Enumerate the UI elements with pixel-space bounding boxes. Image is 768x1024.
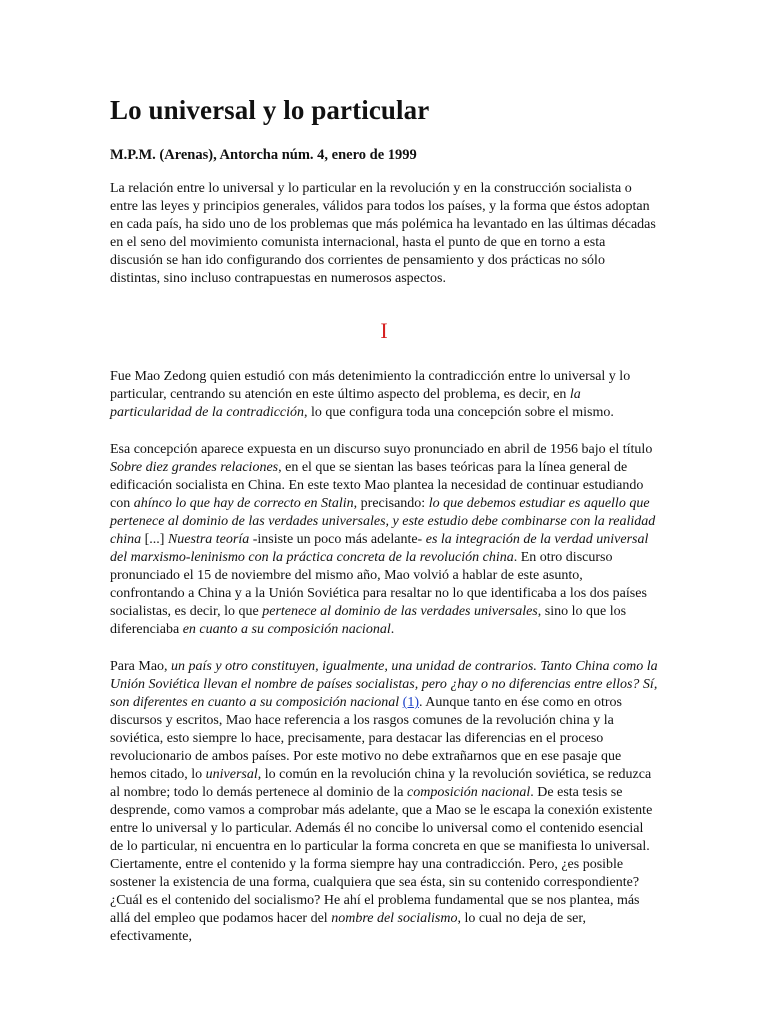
body-text: .	[390, 622, 395, 637]
italic-text: Nuestra teoría	[167, 532, 250, 547]
body-text: . En otro discurso pronunciado el 15 de noviembre del mismo año, Mao volvió a hablar de este asunto, confrontando a China y a la Unión Soviética para resaltar no lo que identificaba a los dos países socialistas, es decir, lo que	[110, 550, 647, 619]
body-text: , en el que se sientan las bases teóricas para la línea general de edificación socialista en China. En este texto Mao plantea la necesidad de continuar estudiando con	[110, 460, 644, 511]
body-text: , precisando:	[353, 496, 429, 511]
body-text: , sino lo que los diferenciaba	[110, 604, 627, 637]
paragraph-intro	[110, 180, 658, 288]
body-text: , lo común en la revolución china y la revolución soviética, se reduzca al nombre; todo lo demás pertenece al dominio de la	[110, 767, 652, 800]
body-text: [...]	[141, 532, 168, 547]
italic-text: pertenece al dominio de las verdades universales	[262, 604, 538, 619]
body-text: Para Mao,	[110, 659, 172, 674]
body-text: . De esta tesis se desprende, como vamos a comprobar más adelante, que a Mao se le escapa la conexión existente entre lo universal y lo particular. Además él no concibe lo universal como el contenido esencial de lo particular, ni encuentra en lo particular la forma concreta en que se manifiesta lo universal. Ciertamente, entre el contenido y la forma siempre hay una contradicción. Pero, ¿es posible sostener la existencia de una forma, cualquiera que sea ésta, sin su contenido correspondiente? ¿Cuál es el contenido del socialismo? He ahí el problema fundamental que se nos plantea, más allá del empleo que podamos hacer del	[110, 785, 653, 926]
footnote-link[interactable]: (1)	[402, 695, 419, 710]
italic-text: en cuanto a su composición nacional	[182, 622, 391, 637]
body-text: , lo cual no deja de ser, efectivamente,	[110, 911, 586, 944]
body-text: , lo que configura toda una concepción sobre el mismo.	[304, 405, 614, 420]
section-marker: I	[380, 318, 388, 343]
body-text: . Aunque tanto en ése como en otros discursos y escritos, Mao hace referencia a los rasgos comunes de la revolución china y la soviética, esto siempre lo hace, precisamente, para destacar las diferencias en el proceso revolucionario de ambos países. Por este motivo no debe extrañarnos que en ese pasaje que hemos citado, lo	[110, 695, 622, 782]
italic-text: un país y otro constituyen, igualmente, una unidad de contrarios. Tanto China como la Unión Soviética llevan el nombre de países socialistas, pero ¿hay o no diferencias entre ellos? Sí, son diferentes en cuanto a su composición nacional	[110, 659, 658, 710]
paragraph-section-3	[110, 658, 658, 946]
page-title: Lo universal y lo particular	[110, 95, 430, 125]
italic-text: ahínco lo que hay de correcto en Stalin	[133, 496, 354, 511]
italic-text: lo que debemos estudiar es aquello que pertenece al dominio de las verdades universales, y este estudio debe combinarse con la realidad china	[110, 496, 656, 547]
body-text: Fue Mao Zedong quien estudió con más detenimiento la contradicción entre lo universal y lo particular, centrando su atención en este último aspecto del problema, es decir, en	[110, 369, 631, 402]
italic-text: Sobre diez grandes relaciones	[110, 460, 279, 475]
italic-text: nombre del socialismo	[331, 911, 458, 926]
body-text: La relación entre lo universal y lo particular en la revolución y en la construcción socialista o entre las leyes y principios generales, válidos para todos los países, y la forma que éstos adoptan en cada país, ha sido uno de los problemas que más polémica ha levantado en las últimas décadas en el seno del movimiento comunista internacional, hasta el punto de que en torno a esta discusión se han ido configurando dos corrientes de pensamiento y dos prácticas no sólo distintas, sino incluso contrapuestas en numerosos aspectos.	[110, 181, 656, 286]
paragraph-section-1	[110, 368, 658, 422]
byline: M.P.M. (Arenas), Antorcha núm. 4, enero de 1999	[110, 147, 417, 163]
italic-text: es la integración de la verdad universal del marxismo-leninismo con la práctica concreta de la revolución china	[110, 532, 649, 565]
italic-text: composición nacional	[407, 785, 531, 800]
italic-text: universal	[205, 767, 258, 782]
paragraph-section-2	[110, 441, 658, 639]
body-text: -insiste un poco más adelante-	[249, 532, 426, 547]
italic-text: la particularidad de la contradicción	[110, 387, 581, 420]
body-text: Esa concepción aparece expuesta en un discurso suyo pronunciado en abril de 1956 bajo el título	[110, 442, 653, 457]
